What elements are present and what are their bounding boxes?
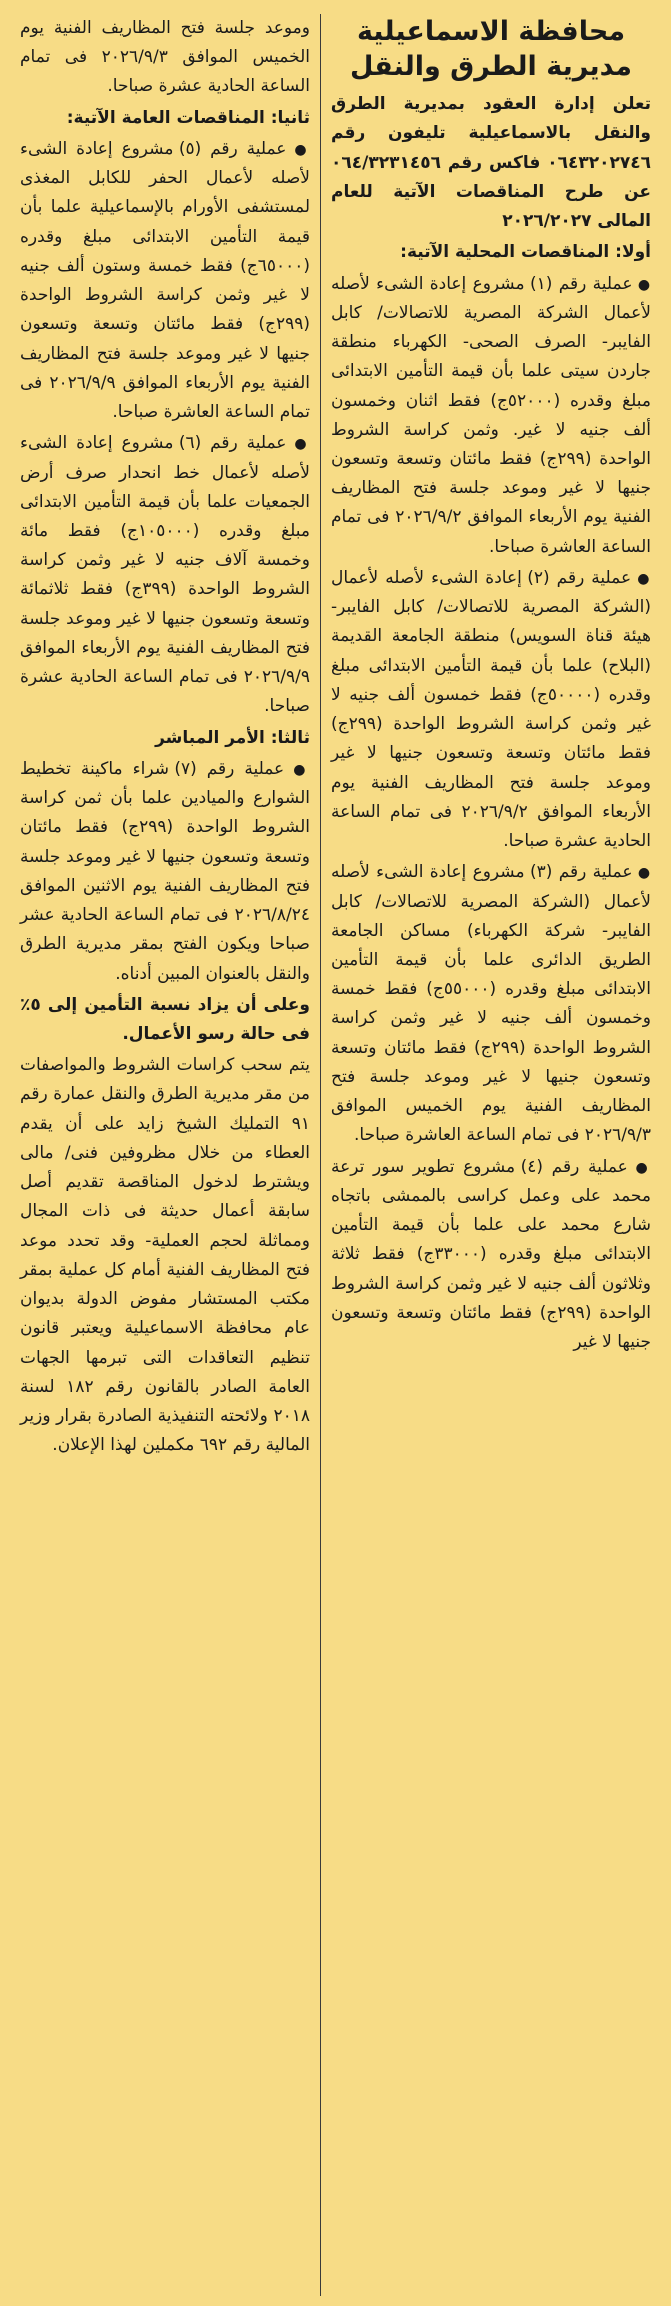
operation-4: ● عملية رقم (٤) مشروع تطوير سور ترعة محمد على وعمل كراسى بالممشى باتجاه شارع محمد على علما بأن قيمة التأمين الابتدائى مبلغ وقدره (٣٣٠٠٠ج) فقط ثلاثة وثلاثون ألف جنيه لا غير وثمن كراسة الشروط الواحدة (٢٩٩ج) فقط مائتان وتسعة وتسعون جنيها لا غير	[331, 1153, 651, 1358]
operation-1: ● عملية رقم (١) مشروع إعادة الشىء لأصله لأعمال الشركة المصرية للاتصالات/ كابل الفايبر- الصرف الصحى- الكهرباء منطقة جاردن سيتى علما بأن قيمة التأمين الابتدائى مبلغ وقدره (٥٢٠٠٠ج) فقط اثنان وخمسون ألف جنيه لا غير. وثمن كراسة الشروط الواحدة (٢٩٩ج) فقط مائتان وتسعة وتسعون جنيها لا غير وموعد جلسة فتح المظاريف الفنية يوم الأربعاء الموافق ٢٠٢٦/٩/٢ فى تمام الساعة العاشرة صباحا.	[331, 270, 651, 562]
operation-6: ● عملية رقم (٦) مشروع إعادة الشىء لأصله لأعمال خط انحدار صرف أرض الجمعيات علما بأن قيمة التأمين الابتدائى مبلغ وقدره (١٠٥٠٠٠ج) فقط مائة وخمسة آلاف جنيه لا غير وثمن كراسة الشروط الواحدة (٣٩٩ج) فقط ثلاثمائة وتسعة وتسعون جنيها لا غير وموعد جلسة فتح المظاريف الفنية يوم الأربعاء الموافق ٢٠٢٦/٩/٩ فى تمام الساعة الحادية عشرة صباحا.	[20, 429, 310, 721]
intro-paragraph: تعلن إدارة العقود بمديرية الطرق والنقل بالاسماعيلية تليفون رقم ٠٦٤٣٢٠٢٧٤٦ فاكس رقم ٠٦٤/٣٢٣١٤٥٦ عن طرح المناقصات الآتية للعام المالى ٢٠٢٦/٢٠٢٧	[331, 94, 651, 232]
operation-7: ● عملية رقم (٧) شراء ماكينة تخطيط الشوارع والميادين علما بأن ثمن كراسة الشروط الواحدة (٢٩٩ج) فقط مائتان وتسعة وتسعون جنيها لا غير وموعد جلسة فتح المظاريف الفنية يوم الاثنين الموافق ٢٠٢٦/٨/٢٤ فى تمام الساعة الحادية عشر صباحا ويكون الفتح بمقر مديرية الطرق والنقل بالعنوان المبين أدناه.	[20, 755, 310, 989]
columns	[10, 14, 661, 2296]
left-column	[10, 14, 321, 2296]
operation-3: ● عملية رقم (٣) مشروع إعادة الشىء لأصله لأعمال (الشركة المصرية للاتصالات/ كابل الفايبر- شركة الكهرباء) مساكن الجامعة الطريق الدائرى علما بأن قيمة التأمين الابتدائى مبلغ وقدره (٥٥٠٠٠ج) فقط خمسة وخمسون ألف جنيه لا غير وثمن كراسة الشروط الواحدة (٢٩٩ج) فقط مائتان وتسعة وتسعون جنيها لا غير وموعد جلسة فتح المظاريف الفنية يوم الخميس الموافق ٢٠٢٦/٩/٣ فى تمام الساعة العاشرة صباحا.	[331, 858, 651, 1150]
title-governorate: محافظة الاسماعيلية	[356, 16, 626, 47]
operation-5: ● عملية رقم (٥) مشروع إعادة الشىء لأصله لأعمال الحفر للكابل المغذى لمستشفى الأورام بالإسماعيلية علما بأن قيمة التأمين الابتدائى مبلغ وقدره (٦٥٠٠٠ج) فقط خمسة وستون ألف جنيه لا غير وثمن كراسة الشروط الواحدة (٢٩٩ج) فقط مائتان وتسعة وتسعون جنيها لا غير وموعد جلسة فتح المظاريف الفنية يوم الأربعاء الموافق ٢٠٢٦/٩/٩ فى تمام الساعة العاشرة صباحا.	[20, 135, 310, 427]
operation-2: ● عملية رقم (٢) إعادة الشىء لأصله لأعمال (الشركة المصرية للاتصالات/ كابل الفايبر- هيئة قناة السويس) منطقة الجامعة القديمة (البلاح) علما بأن قيمة التأمين الابتدائى مبلغ وقدره (٥٠٠٠٠ج) فقط خمسون ألف جنيه لا غير وثمن كراسة الشروط الواحدة (٢٩٩ج) فقط مائتان وتسعة وتسعون جنيها لا غير وموعد جلسة فتح المظاريف الفنية يوم الأربعاء الموافق ٢٠٢٦/٩/٢ فى تمام الساعة الحادية عشرة صباحا.	[331, 564, 651, 856]
insurance-note: وعلى أن يزاد نسبة التأمين إلى ٥٪ فى حالة رسو الأعمال.	[20, 994, 310, 1044]
section2-heading: ثانيا: المناقصات العامة الآتية:	[66, 107, 310, 128]
terms-paragraph: يتم سحب كراسات الشروط والمواصفات من مقر مديرية الطرق والنقل عمارة رقم ٩١ التمليك الشيخ زايد على أن يقدم العطاء من خلال مظروفين فنى/ مالى ويشترط لدخول المناقصة تقديم أصل سابقة أعمال حديثة فى ذات المجال ومماثلة لحجم العملية- وقد تحدد موعد فتح المظاريف الفنية أمام كل عملية بمقر مكتب المستشار مفوض الدولة بديوان عام محافظة الاسماعيلية ويعتبر قانون تنظيم التعاقدات التى تبرمها الجهات العامة الصادر بالقانون رقم ١٨٢ لسنة ٢٠١٨ ولائحته التنفيذية الصادرة بقرار وزير المالية رقم ٦٩٢ مكملين لهذا الإعلان.	[20, 1055, 310, 1456]
section1-heading: أولا: المناقصات المحلية الآتية:	[400, 242, 651, 263]
ad-title	[331, 14, 651, 84]
title-directorate: مديرية الطرق والنقل	[350, 51, 632, 83]
section3-heading: ثالثا: الأمر المباشر	[155, 727, 310, 748]
operation-4-continued: وموعد جلسة فتح المظاريف الفنية يوم الخميس الموافق ٢٠٢٦/٩/٣ فى تمام الساعة الحادية عشرة صباحا.	[20, 18, 311, 97]
right-column	[321, 14, 661, 2296]
